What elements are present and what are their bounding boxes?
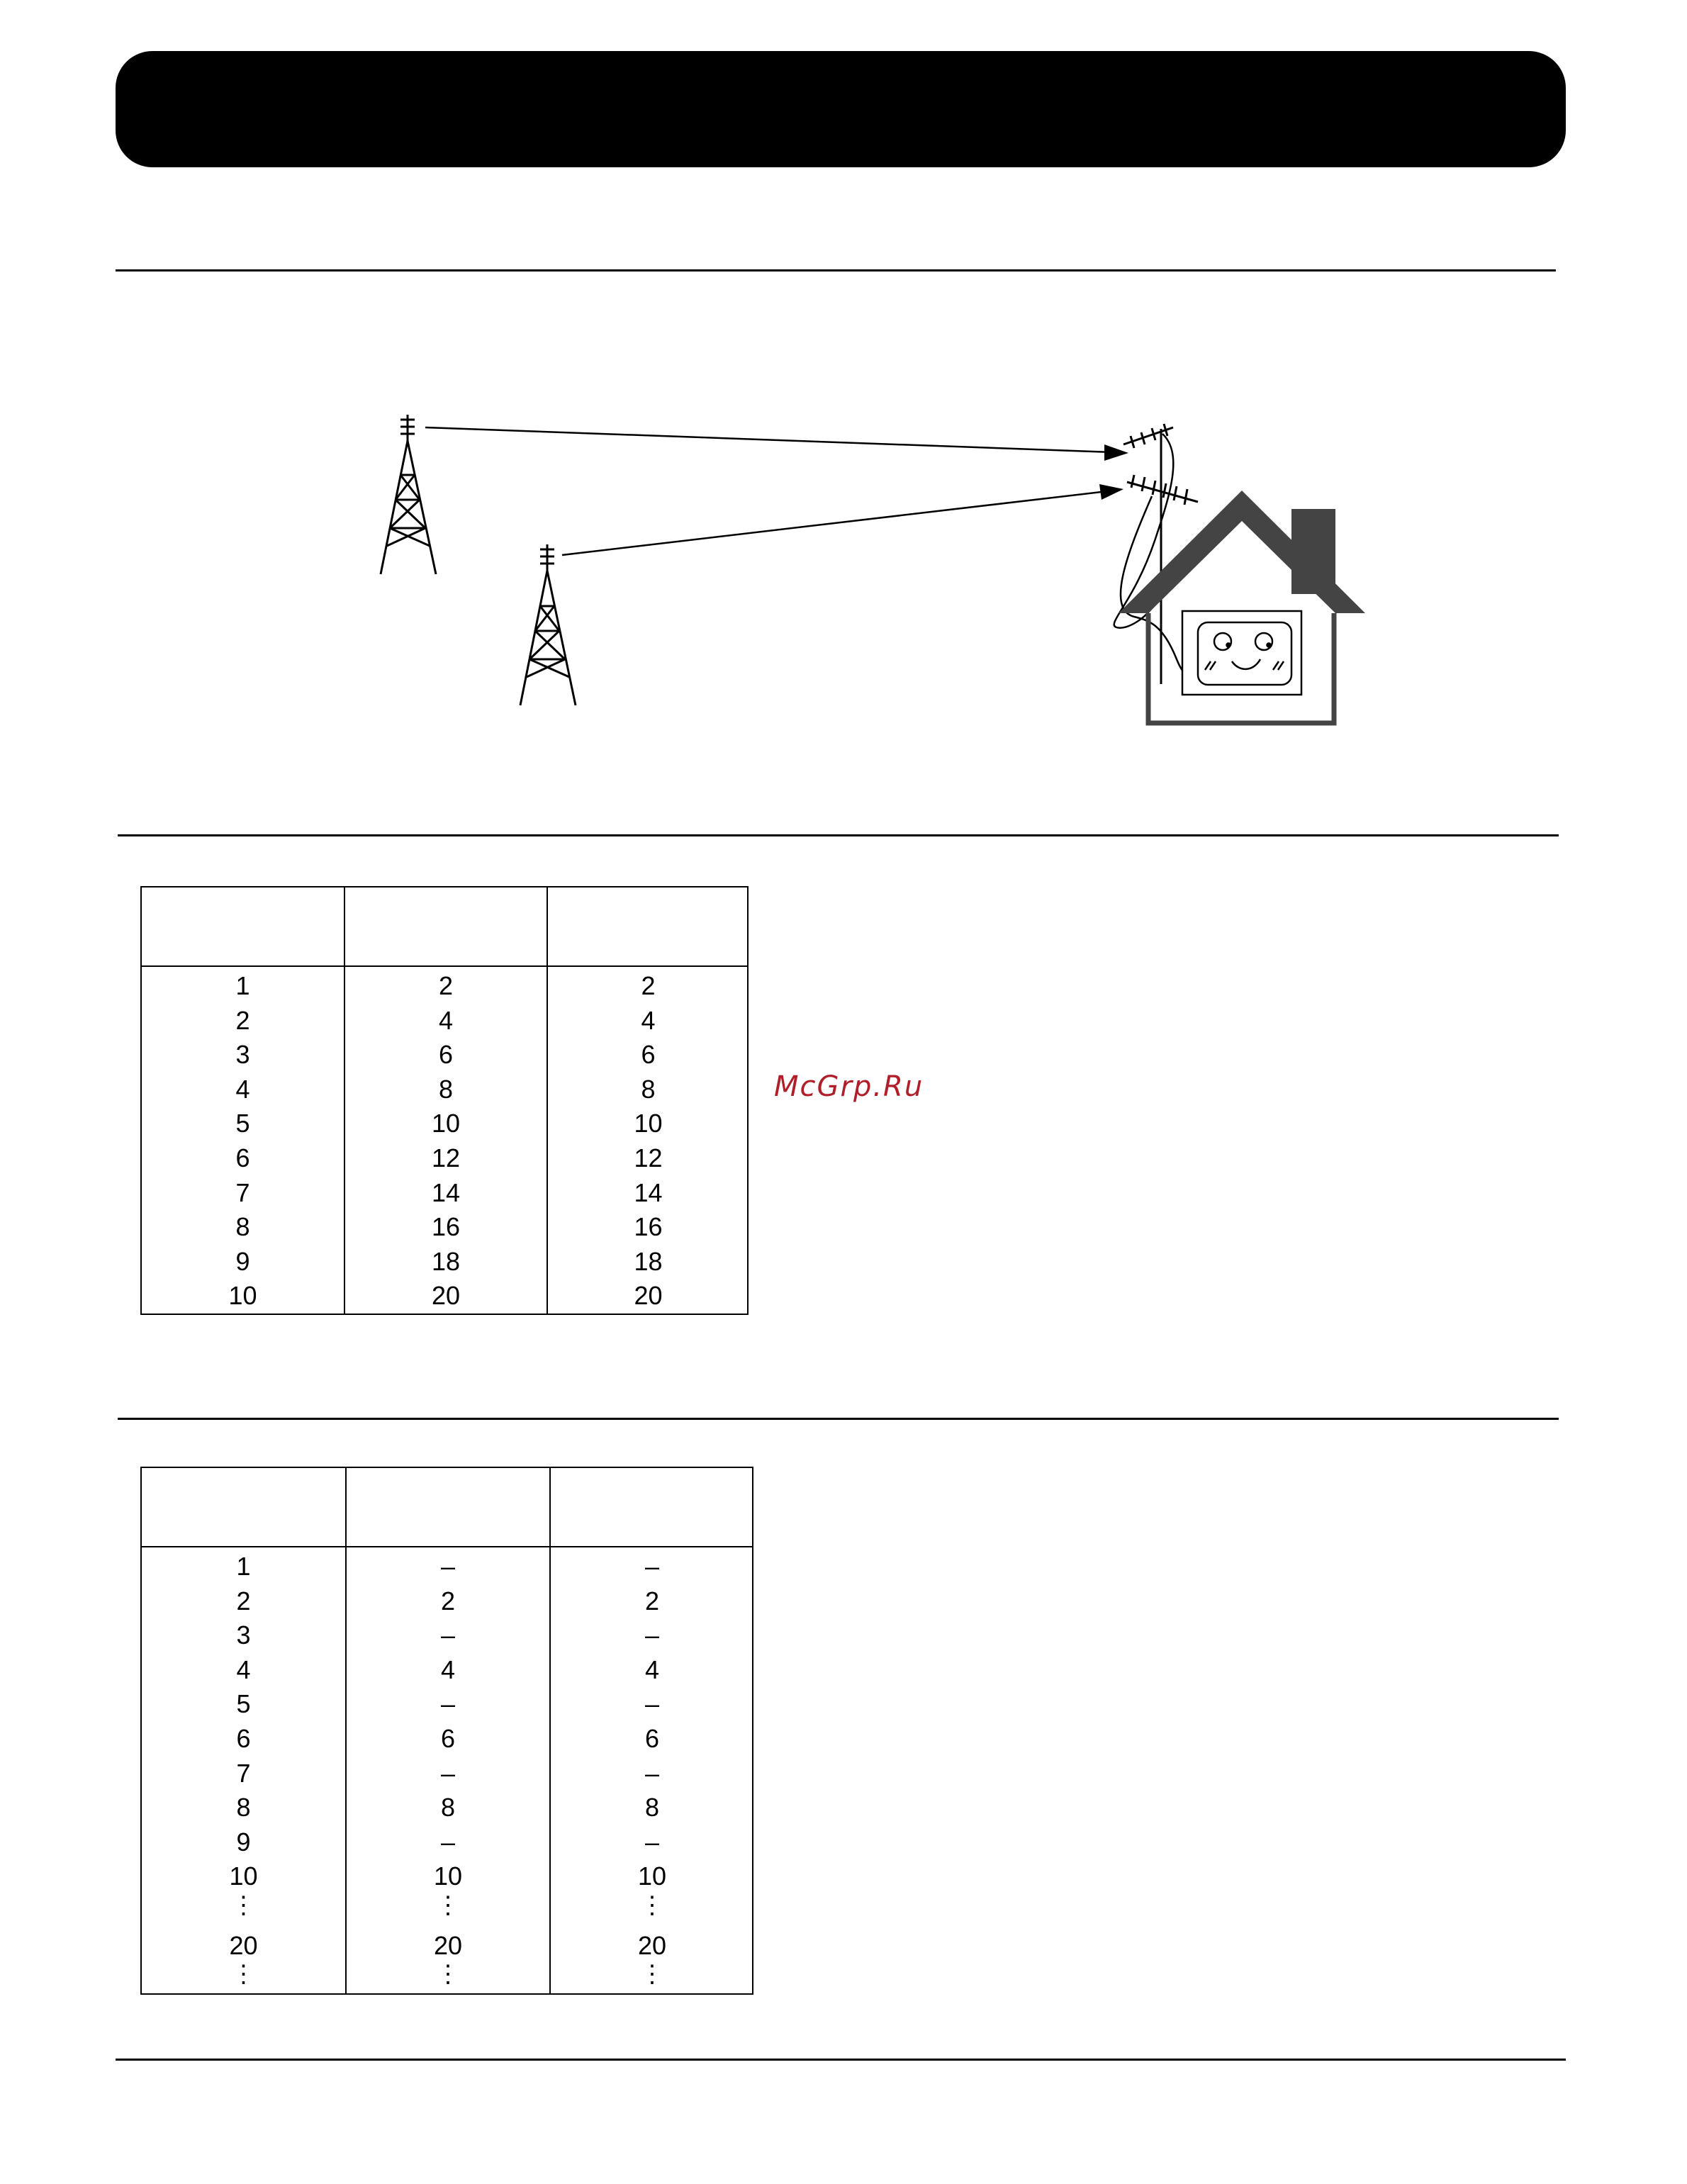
table-cell: 4 bbox=[235, 1074, 250, 1104]
table-cell: 7 bbox=[236, 1758, 251, 1788]
table-cell: 9 bbox=[236, 1827, 251, 1857]
section-rule-4 bbox=[116, 2059, 1566, 2061]
table-cell: 9 bbox=[235, 1246, 250, 1276]
table-cell: ⋮ bbox=[640, 1961, 664, 1988]
table-cell: 14 bbox=[634, 1177, 663, 1207]
table-cell: 10 bbox=[637, 1861, 667, 1891]
watermark: McGrp.Ru bbox=[774, 1070, 924, 1103]
table-cell: 4 bbox=[641, 1005, 656, 1035]
table-cell: – bbox=[440, 1827, 456, 1857]
table-cell: 4 bbox=[440, 1654, 456, 1684]
table-cell: – bbox=[644, 1758, 660, 1788]
table-cell: 2 bbox=[440, 1586, 456, 1615]
house-icon bbox=[1119, 491, 1365, 723]
signal-arrow-2 bbox=[562, 491, 1107, 555]
table-cell: 3 bbox=[235, 1040, 250, 1070]
table-cell: 6 bbox=[236, 1724, 251, 1753]
table-cell: 8 bbox=[235, 1212, 250, 1242]
table-cell: 8 bbox=[438, 1074, 454, 1104]
table-cell: 10 bbox=[433, 1861, 463, 1891]
channel-table-1 bbox=[140, 886, 749, 1315]
table-cell: 14 bbox=[431, 1177, 461, 1207]
table-cell: ⋮ bbox=[436, 1961, 460, 1988]
table-cell: 6 bbox=[644, 1724, 660, 1753]
table-cell: 2 bbox=[236, 1586, 251, 1615]
section-rule-2 bbox=[118, 834, 1559, 836]
table-cell: 6 bbox=[440, 1724, 456, 1753]
table-cell: 5 bbox=[236, 1689, 251, 1719]
table-cell: 6 bbox=[641, 1040, 656, 1070]
table-cell: 2 bbox=[644, 1586, 660, 1615]
table-cell: 20 bbox=[637, 1930, 667, 1960]
table-cell: 2 bbox=[438, 971, 454, 1000]
table-cell: 1 bbox=[235, 971, 250, 1000]
table-cell: 6 bbox=[235, 1143, 250, 1172]
table-cell: 20 bbox=[433, 1930, 463, 1960]
table-cell: 10 bbox=[634, 1109, 663, 1138]
table-cell: – bbox=[440, 1758, 456, 1788]
broadcast-tower-icon bbox=[520, 544, 576, 705]
table-cell: 4 bbox=[438, 1005, 454, 1035]
table-cell: 12 bbox=[634, 1143, 663, 1172]
table-cell: 18 bbox=[634, 1246, 663, 1276]
table-cell: 16 bbox=[431, 1212, 461, 1242]
table-cell: ⋮ bbox=[640, 1892, 664, 1919]
table-cell: 8 bbox=[236, 1793, 251, 1822]
channel-table-2 bbox=[140, 1467, 753, 1995]
table-cell: – bbox=[644, 1552, 660, 1581]
table-cell: – bbox=[440, 1620, 456, 1650]
table-cell: 5 bbox=[235, 1109, 250, 1138]
table-cell: 7 bbox=[235, 1177, 250, 1207]
broadcast-tower-icon bbox=[381, 415, 436, 574]
table-cell: 8 bbox=[440, 1793, 456, 1822]
signal-arrow-1 bbox=[425, 427, 1113, 452]
table-cell: 4 bbox=[644, 1654, 660, 1684]
table-cell: – bbox=[644, 1827, 660, 1857]
table-cell: 1 bbox=[236, 1552, 251, 1581]
table-cell: 2 bbox=[641, 971, 656, 1000]
table-cell: ⋮ bbox=[436, 1892, 460, 1919]
table-cell: 6 bbox=[438, 1040, 454, 1070]
table-cell: 20 bbox=[229, 1930, 258, 1960]
table-cell: 2 bbox=[235, 1005, 250, 1035]
table-cell: 18 bbox=[431, 1246, 461, 1276]
table-cell: 4 bbox=[236, 1654, 251, 1684]
table-cell: 20 bbox=[634, 1281, 663, 1311]
table-cell: ⋮ bbox=[231, 1961, 256, 1988]
table-cell: – bbox=[644, 1689, 660, 1719]
table-cell: – bbox=[440, 1689, 456, 1719]
table-cell: – bbox=[644, 1620, 660, 1650]
table-cell: 12 bbox=[431, 1143, 461, 1172]
table-cell: 3 bbox=[236, 1620, 251, 1650]
reception-diagram bbox=[0, 0, 1687, 851]
table-cell: 10 bbox=[431, 1109, 461, 1138]
table-cell: ⋮ bbox=[231, 1892, 256, 1919]
table-cell: 8 bbox=[641, 1074, 656, 1104]
table-cell: – bbox=[440, 1552, 456, 1581]
tv-icon bbox=[1182, 611, 1301, 695]
section-rule-3 bbox=[118, 1418, 1559, 1420]
table-cell: 20 bbox=[431, 1281, 461, 1311]
table-cell: 8 bbox=[644, 1793, 660, 1822]
table-cell: 10 bbox=[228, 1281, 257, 1311]
table-cell: 16 bbox=[634, 1212, 663, 1242]
table-cell: 10 bbox=[229, 1861, 258, 1891]
